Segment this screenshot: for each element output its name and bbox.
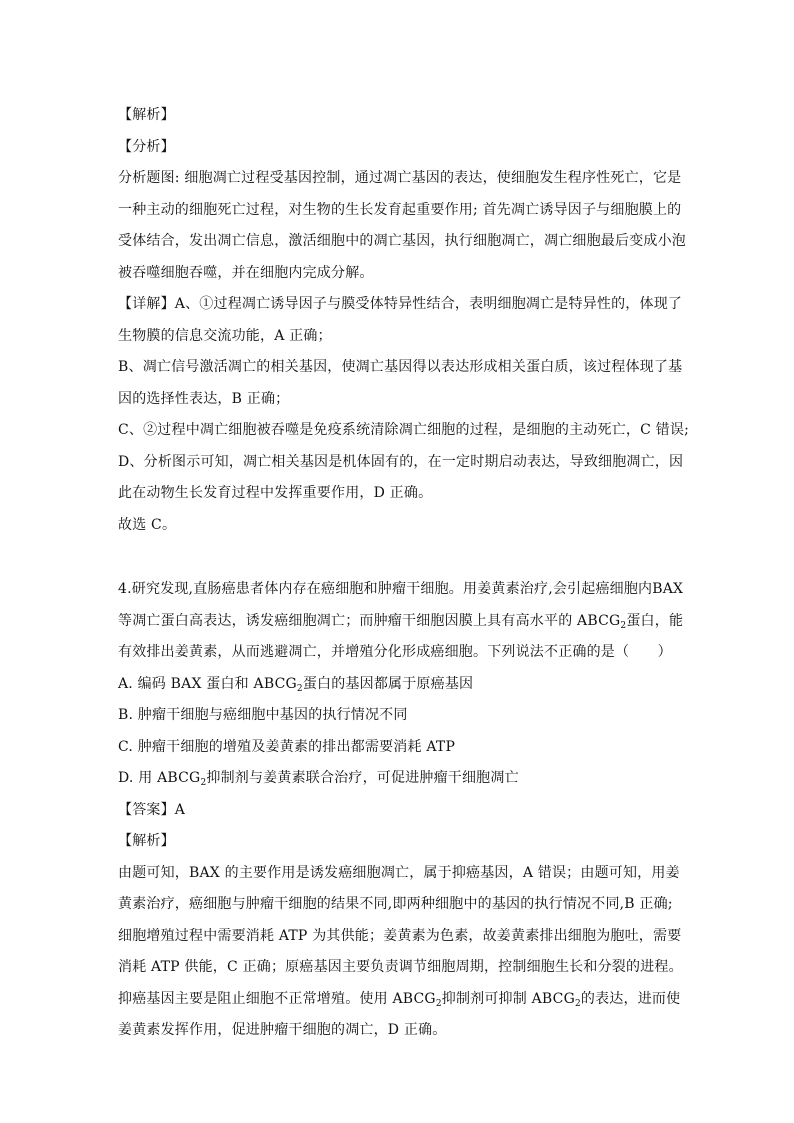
detail-line: B、凋亡信号激活凋亡的相关基因，使凋亡基因得以表达形成相关蛋白质，该过程体现了基 [118, 359, 683, 375]
explanation-line: 细胞增殖过程中需要消耗 ATP 为其供能；姜黄素为色素，故姜黄素排出细胞为胞吐，需要 [118, 927, 682, 944]
detail-line: 【详解】A、①过程凋亡诱导因子与膜受体特异性结合，表明细胞凋亡是特异性的，体现了 [118, 296, 683, 312]
analysis-line: 一种主动的细胞死亡过程，对生物的生长发育起重要作用; 首先凋亡诱导因子与细胞膜上的 [118, 201, 682, 218]
document-page [118, 100, 689, 1047]
heading-jiexi: 【解析】 [118, 107, 175, 123]
option-a: A. 编码 BAX 蛋白和 $ABCG_2$蛋白的基因都属于原癌基因 [118, 675, 474, 694]
detail-line: 因的选择性表达，B 正确； [118, 390, 290, 407]
heading-fenxi: 【分析】 [118, 138, 175, 155]
question-stem: 4.研究发现,直肠癌患者体内存在癌细胞和肿瘤干细胞。用姜黄素治疗,会引起癌细胞内BAX [118, 581, 684, 597]
explanation-line: 姜黄素发挥作用，促进肿瘤干细胞的凋亡，D 正确。 [118, 1022, 447, 1038]
option-b: B. 肿瘤干细胞与癌细胞中基因的执行情况不同 [118, 707, 408, 723]
question-stem: 有效排出姜黄素，从而逃避凋亡，并增殖分化形成癌细胞。下列说法不正确的是（ ） [118, 644, 672, 660]
explanation-line: 消耗 ATP 供能，C 正确；原癌基因主要负责调节细胞周期，控制细胞生长和分裂的进程。 [118, 959, 683, 975]
option-d: D. 用 $ABCG_2$抑制剂与姜黄素联合治疗，可促进肿瘤干细胞凋亡 [118, 770, 519, 788]
explanation-line: 由题可知，BAX 的主要作用是诱发癌细胞凋亡，属于抑癌基因，A 错误；由题可知，用姜 [118, 864, 680, 881]
detail-line: 生物膜的信息交流功能，A 正确； [118, 327, 332, 344]
analysis-line: 被吞噬细胞吞噬，并在细胞内完成分解。 [118, 264, 374, 281]
option-c: C. 肿瘤干细胞的增殖及姜黄素的排出都需要消耗 ATP [118, 738, 456, 755]
detail-line: 此在动物生长发育过程中发挥重要作用，D 正确。 [118, 485, 433, 501]
detail-line: 故选 C。 [118, 516, 177, 533]
explanation-line: 黄素治疗，癌细胞与肿瘤干细胞的结果不同,即两种细胞中的基因的执行情况不同,B 正确; [118, 896, 673, 912]
detail-line: C、②过程中凋亡细胞被吞噬是免疫系统清除凋亡细胞的过程，是细胞的主动死亡，C 错误; [118, 422, 689, 438]
analysis-line: 分析题图: 细胞凋亡过程受基因控制，通过凋亡基因的表达，使细胞发生程序性死亡，它是 [118, 170, 682, 186]
section-gap [118, 541, 678, 574]
question-stem: 等凋亡蛋白高表达，诱发癌细胞凋亡；而肿瘤干细胞因膜上具有高水平的 $ABCG_2$蛋白，能 [118, 612, 684, 631]
analysis-line: 受体结合，发出凋亡信息，激活细胞中的凋亡基因，执行细胞凋亡，凋亡细胞最后变成小泡 [118, 233, 686, 249]
detail-line: D、分析图示可知，凋亡相关基因是机体固有的，在一定时期启动表达，导致细胞凋亡，因 [118, 453, 684, 470]
answer: 【答案】A [118, 801, 186, 818]
heading-jiexi-2: 【解析】 [118, 833, 175, 849]
explanation-line: 抑癌基因主要是阻止细胞不正常增殖。使用 $ABCG_2$抑制剂可抑制 $ABCG_2$的表达，进而使 [118, 990, 681, 1009]
